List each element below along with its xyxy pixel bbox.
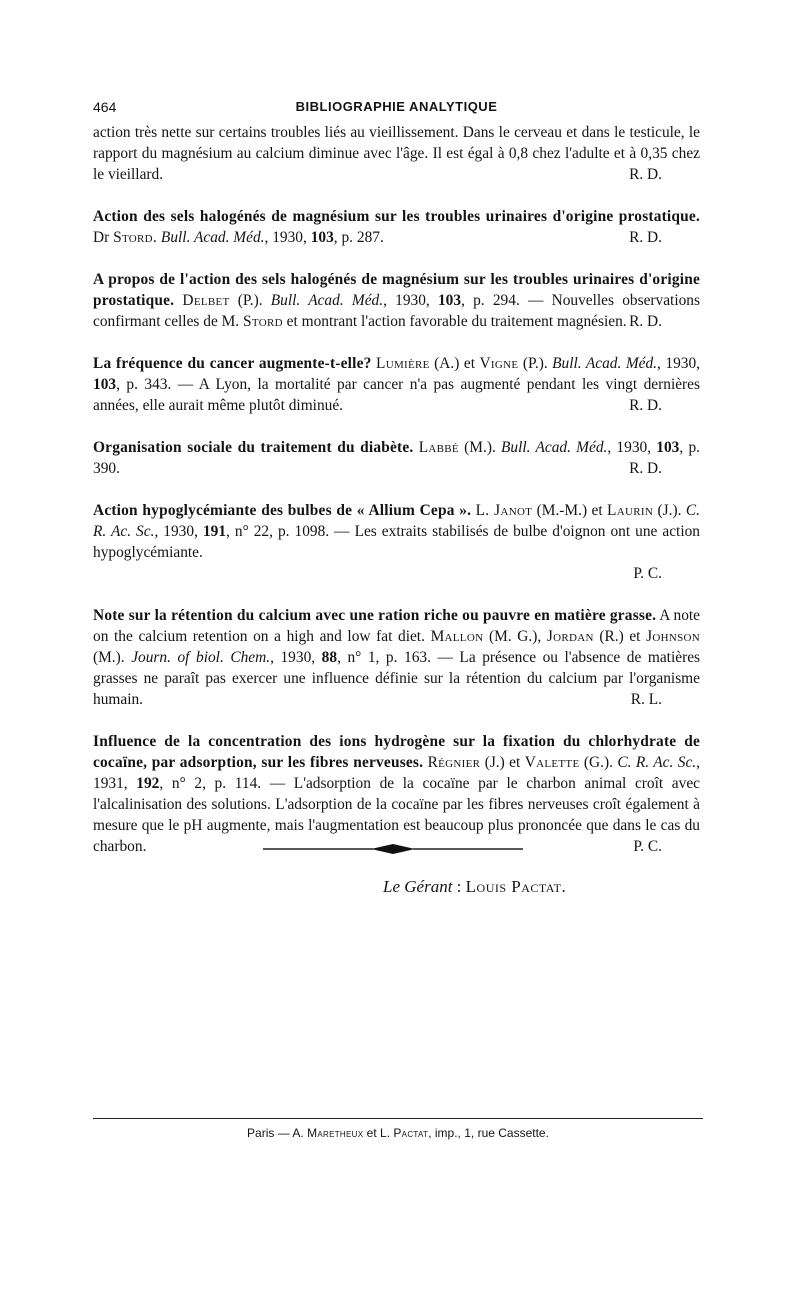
bibliography-entry [93, 206, 700, 248]
reference-pages: , p. 287. [333, 229, 384, 246]
author-initial: (M.). [93, 649, 132, 666]
author-initial: (G.). [579, 754, 618, 771]
journal-name: Bull. Acad. Méd. [501, 439, 608, 456]
reference-year: , 1930, [607, 439, 657, 456]
author-name: Stord. [113, 229, 158, 246]
volume-number: 103 [93, 376, 117, 393]
running-head: BIBLIOGRAPHIE ANALYTIQUE [295, 99, 498, 114]
reference-year: , 1930, [383, 292, 438, 309]
author-name: Laurin [607, 502, 654, 519]
reviewer-initials: P. C. [633, 565, 662, 582]
author-initial: (M.). [458, 439, 502, 456]
author-initial: (P.). [229, 292, 271, 309]
reference-year: , 1930, [154, 523, 203, 540]
section-end-ornament [263, 842, 523, 856]
volume-number: 191 [202, 523, 227, 540]
printer-imprint [93, 1126, 703, 1140]
reference-year: , 1931, [93, 754, 700, 792]
ornament-diamond [371, 844, 415, 854]
author-initial: (P.). [518, 355, 553, 372]
bibliography-entry [93, 269, 700, 332]
author-name: L. Janot [475, 502, 533, 519]
journal-name: C. R. Ac. Sc. [617, 754, 697, 771]
entry-title: Note sur la rétention du calcium avec une ration riche ou pauvre en matière grasse. [93, 607, 657, 624]
reviewer-initials: R. D. [629, 229, 662, 246]
volume-number: 103 [656, 439, 680, 456]
author-initial: (R.) et [593, 628, 647, 645]
journal-name: Bull. Acad. Méd. [270, 292, 384, 309]
author-name: Johnson [646, 628, 701, 645]
entry-title: Influence de la concentration des ions hydrogène sur la fixation du chlorhydrate de cocaïne, par adsorption, sur les fibres nerveuses. [93, 733, 700, 771]
entry-title: Action des sels halogénés de magnésium sur les troubles urinaires d'origine prostatique. [93, 208, 700, 225]
reference-pages: , n° 22, p. 1098. — Les extraits stabilisés de bulbe d'oignon ont une action hypoglycémiante. [93, 523, 700, 561]
bibliography-entry [93, 437, 700, 479]
bibliography-entry [93, 500, 700, 584]
author-name: Delbet [182, 292, 230, 309]
entry-summary: et montrant l'action favorable du traitement magnésien. [282, 313, 627, 330]
bibliography-entry-continuation [93, 122, 700, 185]
reference-pages: , p. 390. [93, 439, 700, 477]
author-initial: (J.) et [480, 754, 525, 771]
publisher-signature [383, 877, 566, 897]
author-name: Régnier [427, 754, 481, 771]
entry-title: A propos de l'action des sels halogénés de magnésium sur les troubles urinaires d'origine prostatique. [93, 271, 700, 309]
journal-name: Bull. Acad. Méd. [552, 355, 658, 372]
reference-year: , 1930, [264, 229, 311, 246]
reviewer-initials: R. D. [629, 397, 662, 414]
imprint-printer-name: Pactat [393, 1126, 429, 1140]
reviewer-initials: R. L. [630, 691, 662, 708]
page-header [93, 96, 700, 122]
author-initial: (A.) et [429, 355, 480, 372]
signature-name: Louis Pactat. [465, 877, 567, 896]
volume-number: 103 [437, 292, 462, 309]
bibliography-entry [93, 731, 700, 857]
entry-title: Action hypoglycémiante des bulbes de « Allium Cepa ». [93, 502, 472, 519]
volume-number: 192 [136, 775, 160, 792]
entry-title: Organisation sociale du traitement du diabète. [93, 439, 414, 456]
author-initial: (M.-M.) et [532, 502, 608, 519]
author-name: Labbé [418, 439, 459, 456]
volume-number: 103 [310, 229, 334, 246]
volume-number: 88 [321, 649, 338, 666]
imprint-connector: et L. [363, 1126, 394, 1140]
journal-name: Journ. of biol. Chem. [131, 649, 271, 666]
imprint-prefix: Paris — A. [247, 1126, 308, 1140]
imprint-printer-name: Maretheux [307, 1126, 364, 1140]
author-initial: (J.). [653, 502, 686, 519]
reference-year: , 1930, [657, 355, 700, 372]
entry-text: action très nette sur certains troubles liés au vieillissement. Dans le cerveau et dans le testicule, le rapport du magnésium au calcium diminue avec l'âge. Il est égal à 0,8 chez l'adulte et à 0,35 chez le vieillard. [93, 124, 700, 183]
signature-separator: : [452, 877, 466, 896]
author-initial: (M. G.), [483, 628, 547, 645]
author-name: Lumière [376, 355, 430, 372]
reviewer-initials: R. D. [629, 313, 662, 330]
footer-rule [93, 1118, 703, 1119]
signature-role: Le Gérant [383, 877, 453, 896]
author-prefix: Dr [93, 229, 110, 246]
reviewer-initials: R. D. [629, 166, 662, 183]
author-name: Jordan [546, 628, 594, 645]
reviewer-initials: P. C. [633, 838, 662, 855]
reference-pages: , p. 294. — Nouvelles observations confirmant celles de M. [93, 292, 700, 330]
journal-name: Bull. Acad. Méd. [160, 229, 265, 246]
entry-title: La fréquence du cancer augmente-t-elle? [93, 355, 372, 372]
author-name: Valette [524, 754, 580, 771]
page-body [93, 96, 700, 878]
bibliography-entry [93, 605, 700, 710]
reference-pages: , n° 2, p. 114. — L'adsorption de la cocaïne par le charbon animal croît avec l'alcalinisation des solutions. L'adsorption de la cocaïne par les fibres nerveuses croît également à mesure que le pH augmente, mais l'augmentation est beaucoup plus prononcée que dans le cas du charbon. [93, 775, 700, 855]
reference-pages: , n° 1, p. 163. — La présence ou l'absence de matières grasses ne paraît pas exercer une influence définie sur la rétention du calcium par l'organisme humain. [93, 649, 701, 708]
imprint-address: , imp., 1, rue Cassette. [428, 1126, 549, 1140]
journal-name: C. R. Ac. Sc. [93, 502, 700, 540]
reference-pages: , p. 343. — A Lyon, la mortalité par cancer n'a pas augmenté pendant les vingt dernières années, elle aurait même plutôt diminué. [93, 376, 700, 414]
author-name: Mallon [430, 628, 484, 645]
author-name: Vigne [479, 355, 519, 372]
author-name: Stord [243, 313, 283, 330]
english-title: A note on the calcium retention on a high and low fat diet. [93, 607, 701, 645]
page-number: 464 [93, 99, 117, 115]
reviewer-initials: R. D. [629, 460, 662, 477]
reference-year: , 1930, [270, 649, 322, 666]
bibliography-entry [93, 353, 700, 416]
